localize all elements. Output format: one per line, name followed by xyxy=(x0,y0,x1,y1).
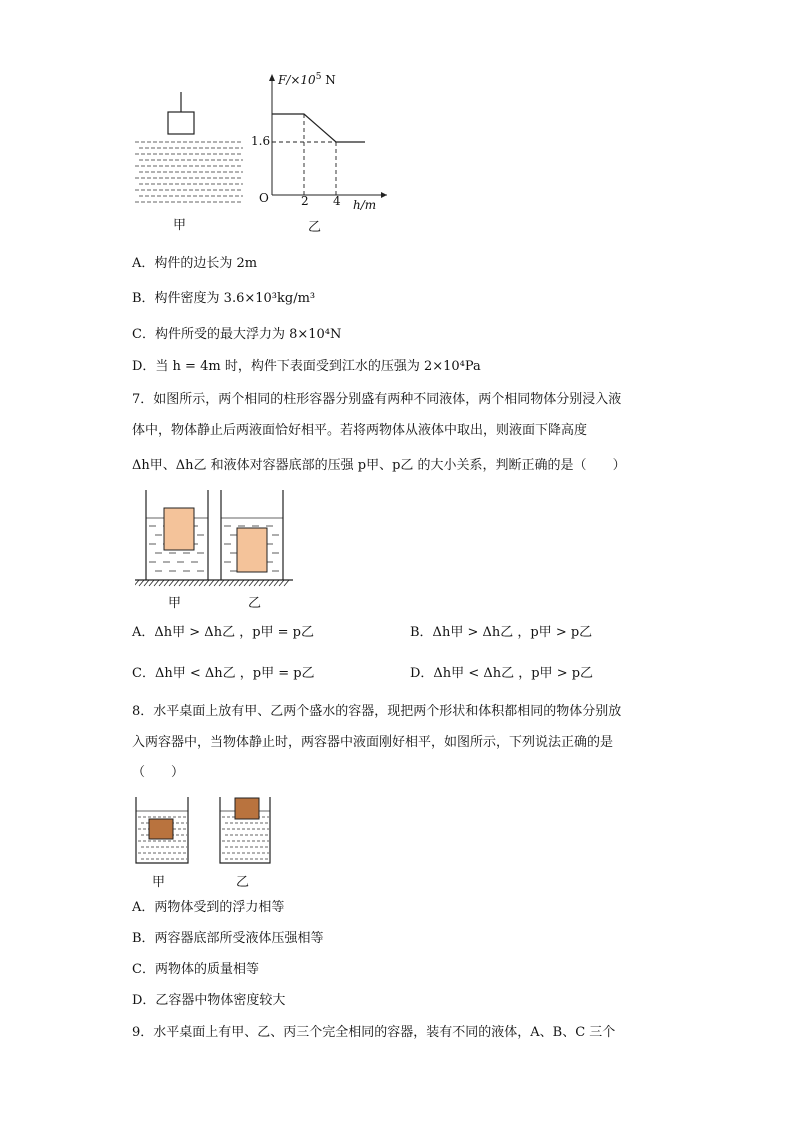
ground-hatch-line xyxy=(199,580,204,586)
q7-fig-label-jia: 甲 xyxy=(168,596,182,611)
q6-fig-right-label: 乙 xyxy=(308,220,322,235)
q6-graph-y-label: $F/\times 10^5$ N xyxy=(278,72,336,87)
q8-option-a: A．两物体受到的浮力相等 xyxy=(132,900,285,915)
q7-figure xyxy=(135,488,300,613)
q6-option-b: B．构件密度为 3.6×10³kg/m³ xyxy=(132,291,316,306)
q8-fig-label-yi: 乙 xyxy=(236,875,250,890)
q6-graph-x-tick-4: 4 xyxy=(333,194,341,208)
q7-option-c: C．Δh甲 < Δh乙 ，p甲 = p乙 xyxy=(132,666,315,681)
ground-hatch-line xyxy=(179,580,184,586)
q6-figure xyxy=(125,70,395,235)
q6-option-c: C．构件所受的最大浮力为 8×10⁴N xyxy=(132,327,342,342)
q7-option-d: D．Δh甲 < Δh乙 ，p甲 > p乙 xyxy=(410,666,594,681)
q8-container-yi xyxy=(220,797,270,863)
ground-hatch-line xyxy=(204,580,209,586)
ground-hatch-line xyxy=(139,580,144,586)
q7-option-b: B．Δh甲 > Δh乙 ，p甲 > p乙 xyxy=(410,625,593,640)
ground-hatch-line xyxy=(169,580,174,586)
ground-hatch-line xyxy=(224,580,229,586)
q8-stem-line-1: 8．水平桌面上放有甲、乙两个盛水的容器，现把两个形状和体积都相同的物体分别放 xyxy=(132,704,622,719)
q7-fig-label-yi: 乙 xyxy=(248,596,262,611)
q8-stem-line-2: 入两容器中，当物体静止时，两容器中液面刚好相平，如图所示，下列说法正确的是 xyxy=(132,735,614,750)
ground-hatch-line xyxy=(234,580,239,586)
q7-containers-svg xyxy=(135,488,300,588)
ground-hatch-line xyxy=(284,580,289,586)
ground-hatch-line xyxy=(239,580,244,586)
ground-hatch-line xyxy=(274,580,279,586)
q7-stem-line-3: Δh甲、Δh乙 和液体对容器底部的压强 p甲、p乙 的大小关系，判断正确的是（ ） xyxy=(132,458,626,473)
ground-hatch-line xyxy=(159,580,164,586)
q8-option-d: D．乙容器中物体密度较大 xyxy=(132,993,286,1008)
q8-option-b: B．两容器底部所受液体压强相等 xyxy=(132,931,324,946)
ground-hatch-line xyxy=(264,580,269,586)
q8-fig-label-jia: 甲 xyxy=(152,875,166,890)
ground-hatch-line xyxy=(144,580,149,586)
q8-option-c: C．两物体的质量相等 xyxy=(132,962,259,977)
q6-graph-y-tick: 1.6 xyxy=(251,134,271,148)
q6-graph-origin: O xyxy=(259,191,269,205)
ground-hatch-line xyxy=(269,580,274,586)
ground-hatch-line xyxy=(229,580,234,586)
q7-stem-line-1: 7．如图所示，两个相同的柱形容器分别盛有两种不同液体，两个相同物体分别浸入液 xyxy=(132,392,622,407)
q7-container-jia xyxy=(146,490,208,580)
q8-figure xyxy=(132,793,282,888)
q6-option-a: A．构件的边长为 2m xyxy=(132,256,258,271)
q8-stem-line-3: （ ） xyxy=(132,765,185,780)
q6-option-d: D．当 h = 4m 时，构件下表面受到江水的压强为 2×10⁴Pa xyxy=(132,359,481,374)
ground-hatch-line xyxy=(219,580,224,586)
ground-hatch-line xyxy=(244,580,249,586)
q6-graph-x-label: h/m xyxy=(353,198,377,212)
q6-force-depth-graph xyxy=(269,74,387,198)
q6-graph-x-tick-2: 2 xyxy=(301,194,309,208)
ground-hatch-line xyxy=(174,580,179,586)
q8-container-jia xyxy=(136,797,188,863)
q6-fig-left-label: 甲 xyxy=(173,218,187,233)
ground-hatch-line xyxy=(209,580,214,586)
ground-hatch-line xyxy=(135,580,139,586)
ground-hatch-line xyxy=(164,580,169,586)
ground-hatch-line xyxy=(189,580,194,586)
ground-hatch-line xyxy=(194,580,199,586)
ground-hatch-line xyxy=(249,580,254,586)
q7-stem-line-2: 体中，物体静止后两液面恰好相平。若将两物体从液体中取出，则液面下降高度 xyxy=(132,423,588,438)
q7-container-yi xyxy=(221,490,283,580)
q8-containers-svg xyxy=(132,793,282,868)
ground-hatch-line xyxy=(214,580,219,586)
ground-hatch-line xyxy=(184,580,189,586)
ground-hatch-line xyxy=(259,580,264,586)
q9-stem-line-1: 9．水平桌面上有甲、乙、丙三个完全相同的容器，装有不同的液体，A、B、C 三个 xyxy=(132,1025,616,1040)
q7-option-a: A．Δh甲 > Δh乙 ，p甲 = p乙 xyxy=(132,625,315,640)
ground-hatch-line xyxy=(254,580,259,586)
ground-hatch-line xyxy=(149,580,154,586)
ground-hatch-line xyxy=(154,580,159,586)
q6-water-tank-diagram xyxy=(135,92,243,202)
ground-hatch-line xyxy=(279,580,284,586)
